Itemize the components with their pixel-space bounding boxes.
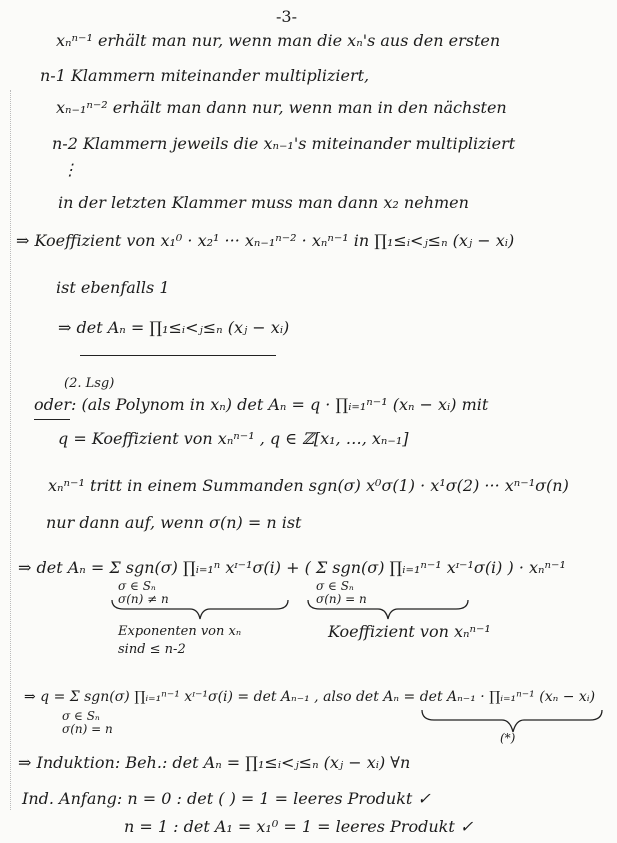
text-line-8: oder: (als Polynom in xₙ) det Aₙ = q · ∏ᵢ₌₁ⁿ⁻¹ (xₙ − xᵢ) mit <box>34 395 489 414</box>
sum-condition-1: σ(n) ≠ n <box>118 592 169 606</box>
text-line-10: xₙⁿ⁻¹ tritt in einem Summanden sgn(σ) x⁰σ(1) · x¹σ(2) ··· xⁿ⁻¹σ(n) <box>48 476 569 495</box>
step-label: (2. Lsg) <box>64 376 115 391</box>
text-line-6: ⇒ Koeffizient von x₁⁰ · x₂¹ ··· xₙ₋₁ⁿ⁻² · xₙⁿ⁻¹ in ∏₁≤ᵢ<ⱼ≤ₙ (xⱼ − xᵢ) <box>16 231 515 250</box>
text-line-7: ist ebenfalls 1 <box>56 278 170 297</box>
brace-note-1a: Exponenten von xₙ <box>118 624 242 639</box>
brace-note-star: (*) <box>500 731 516 745</box>
sum-index-3: σ ∈ Sₙ <box>62 709 100 723</box>
sum-condition-2: σ(n) = n <box>316 592 367 606</box>
oder-underline <box>34 419 70 420</box>
text-line-5: in der letzten Klammer muss man dann x₂ nehmen <box>58 193 469 212</box>
text-line-3: xₙ₋₁ⁿ⁻² erhält man dann nur, wenn man in den nächsten <box>56 98 507 117</box>
text-line-9: q = Koeffizient von xₙⁿ⁻¹ , q ∈ ℤ[x₁, …, xₙ₋₁] <box>58 429 409 448</box>
text-line-base-case-1: n = 1 : det A₁ = x₁⁰ = 1 = leeres Produkt ✓ <box>124 817 474 836</box>
sum-condition-3: σ(n) = n <box>62 722 113 736</box>
det-split-formula: ⇒ det Aₙ = Σ sgn(σ) ∏ᵢ₌₁ⁿ xᶦ⁻¹σ(i) + ( Σ sgn(σ) ∏ᵢ₌₁ⁿ⁻¹ xᶦ⁻¹σ(i) ) · xₙⁿ⁻¹ <box>18 558 566 577</box>
text-line-11: nur dann auf, wenn σ(n) = n ist <box>46 513 302 532</box>
vertical-dots: ⋮ <box>62 160 78 179</box>
brace-note-2: Koeffizient von xₙⁿ⁻¹ <box>328 622 491 641</box>
margin-line <box>10 90 11 810</box>
text-line-4: n-2 Klammern jeweils die xₙ₋₁'s miteinander multipliziert <box>52 134 516 153</box>
result-det-formula: ⇒ det Aₙ = ∏₁≤ᵢ<ⱼ≤ₙ (xⱼ − xᵢ) <box>58 318 290 337</box>
sum-index-2: σ ∈ Sₙ <box>316 579 354 593</box>
text-line-induction: ⇒ Induktion: Beh.: det Aₙ = ∏₁≤ᵢ<ⱼ≤ₙ (xⱼ − xᵢ) ∀n <box>18 753 411 772</box>
page-number: -3- <box>276 7 297 26</box>
q-formula: ⇒ q = Σ sgn(σ) ∏ᵢ₌₁ⁿ⁻¹ xᶦ⁻¹σ(i) = det Aₙ₋₁ , also det Aₙ = det Aₙ₋₁ · ∏ᵢ₌₁ⁿ⁻¹ (xₙ − xᵢ) <box>24 689 596 705</box>
text-line-1: xₙⁿ⁻¹ erhält man nur, wenn man die xₙ's aus den ersten <box>56 31 501 50</box>
text-line-2: n-1 Klammern miteinander multipliziert, <box>40 66 370 85</box>
result-underline <box>80 355 276 356</box>
brace-note-1b: sind ≤ n-2 <box>118 642 186 657</box>
brace-2 <box>306 598 472 622</box>
text-line-base-case-0: Ind. Anfang: n = 0 : det ( ) = 1 = leeres Produkt ✓ <box>22 789 431 808</box>
brace-1 <box>110 598 290 622</box>
sum-index-1: σ ∈ Sₙ <box>118 579 156 593</box>
